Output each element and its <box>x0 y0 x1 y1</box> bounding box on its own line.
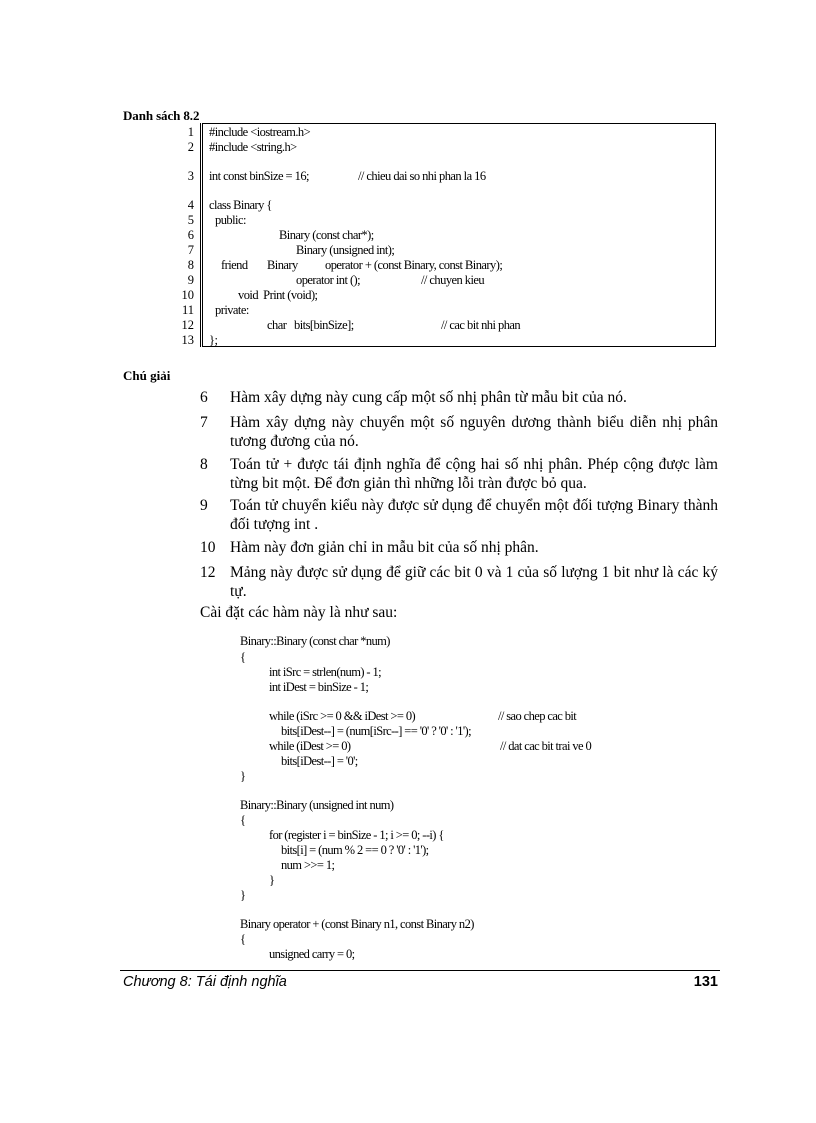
code-line: }; <box>209 333 218 347</box>
footer-rule <box>120 970 720 971</box>
code-line: operator + (const Binary, const Binary); <box>325 258 503 272</box>
line-number: 3 <box>187 169 194 183</box>
code-line: while (iDest >= 0) <box>269 739 351 753</box>
code-line: } <box>240 888 246 902</box>
code-line: class Binary { <box>209 198 272 212</box>
line-number: 6 <box>187 228 194 242</box>
footer-chapter: Chương 8: Tái định nghĩa <box>123 974 287 990</box>
notes-title: Chú giải <box>123 368 171 383</box>
code-line: Binary (unsigned int); <box>296 243 395 257</box>
note-text: Toán tử + được tái định nghĩa để cộng hai số nhị phân. Phép cộng được làm từng bit một. Để đơn giản thì những lỗi tràn được bỏ qua. <box>230 456 718 492</box>
code-comment: // dat cac bit trai ve 0 <box>500 739 592 753</box>
code-line: int const binSize = 16; <box>209 169 309 183</box>
note-number: 7 <box>200 414 208 431</box>
code-line: { <box>240 650 246 664</box>
code-line: { <box>240 932 246 946</box>
code-line: int iDest = binSize - 1; <box>269 680 369 694</box>
code-line: operator int (); <box>296 273 361 287</box>
code-comment: // cac bit nhi phan <box>441 318 521 332</box>
code-comment: // chieu dai so nhi phan la 16 <box>358 169 486 183</box>
code-line: Binary <box>267 258 298 272</box>
code-line: Binary (const char*); <box>279 228 374 242</box>
note-text: Hàm này đơn giản chỉ in mẫu bit của số nhị phân. <box>230 539 539 556</box>
note-text: Mảng này được sử dụng để giữ các bit 0 và 1 của số lượng 1 bit như là các ký tự. <box>230 564 718 600</box>
note-number: 8 <box>200 456 208 473</box>
note-number: 9 <box>200 497 208 514</box>
code-line: #include <iostream.h> <box>209 125 311 139</box>
line-number: 11 <box>181 303 194 317</box>
code-line: void Print (void); <box>238 288 318 302</box>
code-line: #include <string.h> <box>209 140 297 154</box>
line-number: 5 <box>187 213 194 227</box>
note-number: 6 <box>200 389 208 406</box>
code-line: friend <box>221 258 248 272</box>
code-comment: // sao chep cac bit <box>498 709 577 723</box>
code-line: private: <box>215 303 249 317</box>
page-number: 131 <box>693 974 718 990</box>
code-line: Binary operator + (const Binary n1, const Binary n2) <box>240 917 474 931</box>
line-number: 4 <box>187 198 194 212</box>
code-line: } <box>240 769 246 783</box>
code-line: num >>= 1; <box>281 858 335 872</box>
code-box <box>202 123 716 347</box>
line-number: 10 <box>181 288 194 302</box>
note-text: Hàm xây dựng này cung cấp một số nhị phân từ mẫu bit của nó. <box>230 389 627 406</box>
listing-divider <box>200 123 201 347</box>
implementation-intro: Cài đặt các hàm này là như sau: <box>200 604 398 621</box>
line-number: 7 <box>187 243 194 257</box>
line-number: 9 <box>187 273 194 287</box>
code-line: int iSrc = strlen(num) - 1; <box>269 665 382 679</box>
note-number: 12 <box>200 564 216 581</box>
code-line: bits[iDest--] = (num[iSrc--] == '0' ? '0' : '1'); <box>281 724 471 738</box>
line-number: 2 <box>187 140 194 154</box>
listing-title: Danh sách 8.2 <box>123 108 200 123</box>
code-line: for (register i = binSize - 1; i >= 0; --i) { <box>269 828 444 842</box>
code-line: Binary::Binary (unsigned int num) <box>240 798 394 812</box>
line-number: 1 <box>187 125 194 139</box>
code-listing <box>160 123 720 347</box>
code-line: bits[iDest--] = '0'; <box>281 754 358 768</box>
code-line: char bits[binSize]; <box>267 318 354 332</box>
code-line: Binary::Binary (const char *num) <box>240 634 390 648</box>
code-line: public: <box>215 213 246 227</box>
code-line: bits[i] = (num % 2 == 0 ? '0' : '1'); <box>281 843 429 857</box>
code-line: unsigned carry = 0; <box>269 947 355 961</box>
line-number: 12 <box>181 318 194 332</box>
code-line: } <box>269 873 275 887</box>
note-text: Toán tử chuyển kiểu này được sử dụng để chuyển một đối tượng Binary thành đối tượng int . <box>230 497 718 533</box>
line-number: 13 <box>181 333 194 347</box>
note-number: 10 <box>200 539 216 556</box>
code-line: while (iSrc >= 0 && iDest >= 0) <box>269 709 416 723</box>
line-number: 8 <box>187 258 194 272</box>
code-line: { <box>240 813 246 827</box>
note-text: Hàm xây dựng này chuyển một số nguyên dương thành biểu diễn nhị phân tương đương của nó. <box>230 414 718 450</box>
code-comment: // chuyen kieu <box>421 273 485 287</box>
